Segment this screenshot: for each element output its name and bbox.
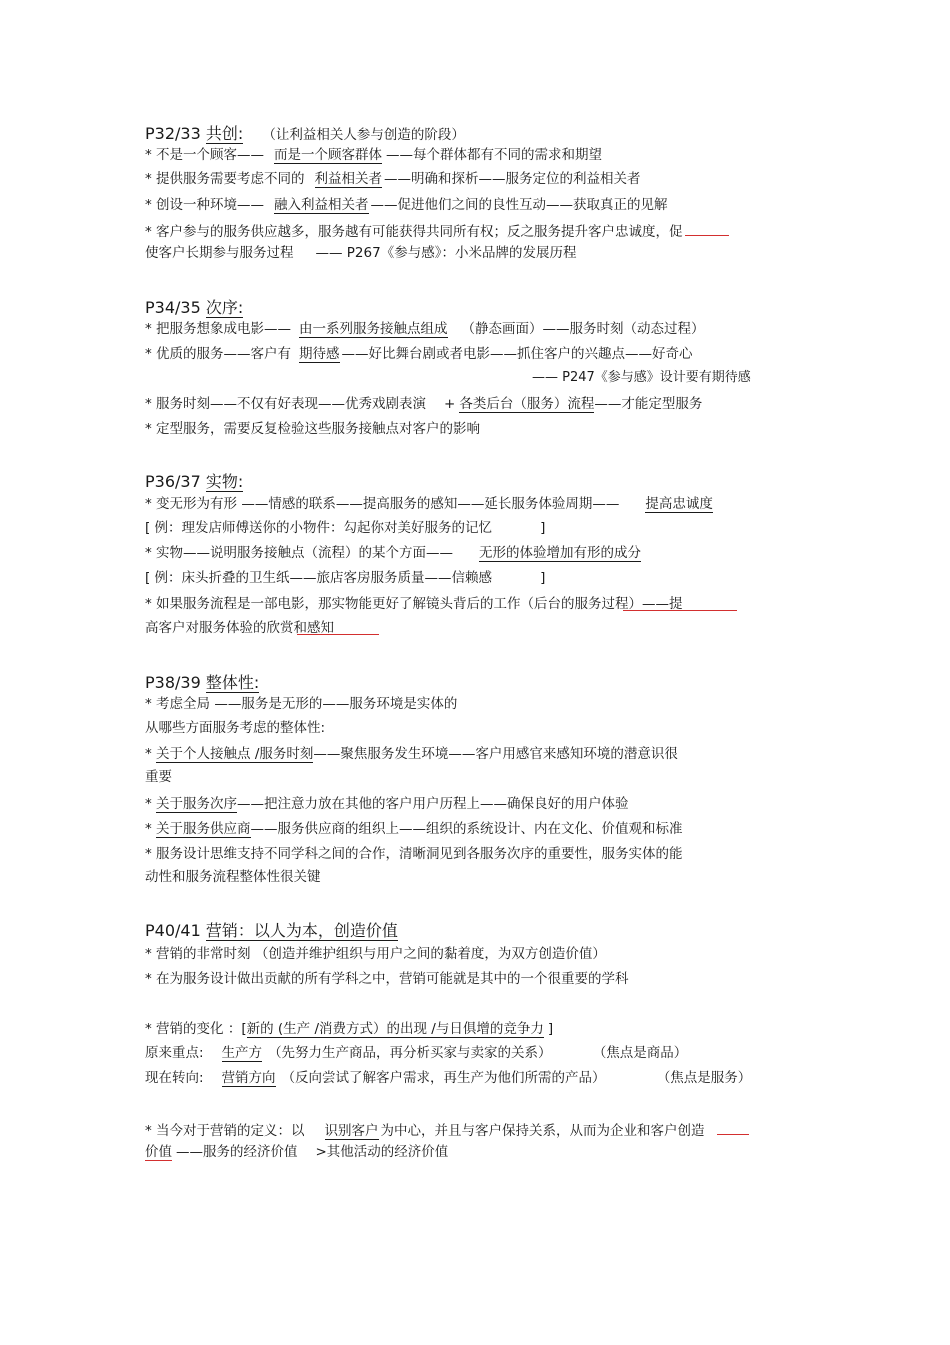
text-line: * 把服务想象成电影—— 由一系列服务接触点组成 （静态画面）——服务时刻（动态过程） [145, 321, 705, 337]
text-line: * 关于服务次序——把注意力放在其他的客户用户历程上——确保良好的用户体验 [145, 796, 629, 812]
section-heading-marketing [145, 918, 398, 941]
text-line: 现在转向: 营销方向 （反向尝试了解客户需求，再生产为他们所需的产品） （焦点是服务） [145, 1070, 752, 1086]
text-line: * 不是一个顾客—— 而是一个顾客群体 ——每个群体都有不同的需求和期望 [145, 147, 603, 163]
text-line: * 服务设计思维支持不同学科之间的合作，清晰洞见到各服务次序的重要性，服务实体的能 [145, 846, 683, 862]
page-ref: P38/39 [145, 673, 201, 692]
page-ref: P32/33 [145, 124, 201, 143]
section-heading-physical [145, 469, 243, 492]
text-line: * 营销的非常时刻 （创造并维护组织与用户之间的黏着度，为双方创造价值） [145, 946, 606, 962]
red-underline [623, 596, 737, 611]
text-line: * 营销的变化 ：[新的 (生产 /消费方式）的出现 /与日俱增的竞争力 ] [145, 1021, 554, 1037]
text-line: * 创设一种环境—— 融入利益相关者 ——促进他们之间的良性互动——获取真正的见解 [145, 197, 668, 213]
text-line: * 在为服务设计做出贡献的所有学科之中，营销可能就是其中的一个很重要的学科 [145, 971, 629, 987]
section-title: 实物: [205, 472, 244, 491]
page-ref: P36/37 [145, 472, 201, 491]
text-line: * 实物——说明服务接触点（流程）的某个方面—— 无形的体验增加有形的成分 [145, 545, 642, 561]
text-line: 使客户长期参与服务过程 —— P267《参与感》：小米品牌的发展历程 [145, 245, 577, 261]
text-line: * 定型服务，需要反复检验这些服务接触点对客户的影响 [145, 421, 481, 437]
text-line: * 关于服务供应商——服务供应商的组织上——组织的系统设计、内在文化、价值观和标准 [145, 821, 683, 837]
section-note: （让利益相关人参与创造的阶段） [262, 127, 465, 143]
page-ref: P40/41 [145, 921, 201, 940]
text-line: * 优质的服务——客户有 期待感 ——好比舞台剧或者电影——抓住客户的兴趣点——好奇心 [145, 346, 693, 362]
section-title: 次序: [205, 298, 244, 317]
section-heading-sequence [145, 295, 243, 318]
text-line: 动性和服务流程整体性很关键 [145, 869, 321, 885]
text-line: —— P247《参与感》设计要有期待感 [532, 370, 751, 385]
text-line: 从哪些方面服务考虑的整体性: [145, 720, 326, 736]
text-line: * 变无形为有形 ——情感的联系——提高服务的感知——延长服务体验周期—— 提高忠诚度 [145, 496, 713, 512]
section-heading-holistic [145, 670, 259, 693]
text-line: 高客户对服务体验的欣赏和感知 [145, 619, 334, 637]
text-line: * 客户参与的服务供应越多，服务越有可能获得共同所有权；反之服务提升客户忠诚度，促 [145, 221, 729, 241]
text-line: 原来重点: 生产方 （先努力生产商品，再分析买家与卖家的关系） （焦点是商品） [145, 1045, 688, 1061]
section-heading-cocreation [145, 121, 465, 144]
red-underline [685, 221, 729, 236]
section-title: 营销：以人为本，创造价值 [205, 921, 398, 940]
text-line: 价值 ——服务的经济价值 >其他活动的经济价值 [145, 1144, 449, 1160]
red-underline [297, 620, 379, 635]
text-line: * 如果服务流程是一部电影，那实物能更好了解镜头背后的工作（后台的服务过程）——提 [145, 595, 683, 613]
text-line: * 提供服务需要考虑不同的 利益相关者 ——明确和探析——服务定位的利益相关者 [145, 171, 641, 187]
section-title: 整体性: [205, 673, 260, 692]
text-line: * 服务时刻——不仅有好表现——优秀戏剧表演 + 各类后台（服务）流程——才能定型服务 [145, 396, 703, 412]
text-line: [ 例：理发店师傅送你的小物件：勾起你对美好服务的记忆 ] [145, 520, 546, 536]
page-ref: P34/35 [145, 298, 201, 317]
section-title: 共创: [205, 124, 244, 143]
text-line: * 当今对于营销的定义：以 识别客户 为中心，并且与客户保持关系，从而为企业和客户创造 [145, 1120, 749, 1140]
text-line: * 关于个人接触点 /服务时刻——聚焦服务发生环境——客户用感官来感知环境的潜意识很 [145, 746, 678, 762]
text-line: [ 例：床头折叠的卫生纸——旅店客房服务质量——信赖感 ] [145, 570, 546, 586]
text-line: 重要 [145, 769, 172, 785]
text-line: * 考虑全局 ——服务是无形的——服务环境是实体的 [145, 696, 458, 712]
red-underline [717, 1120, 749, 1135]
